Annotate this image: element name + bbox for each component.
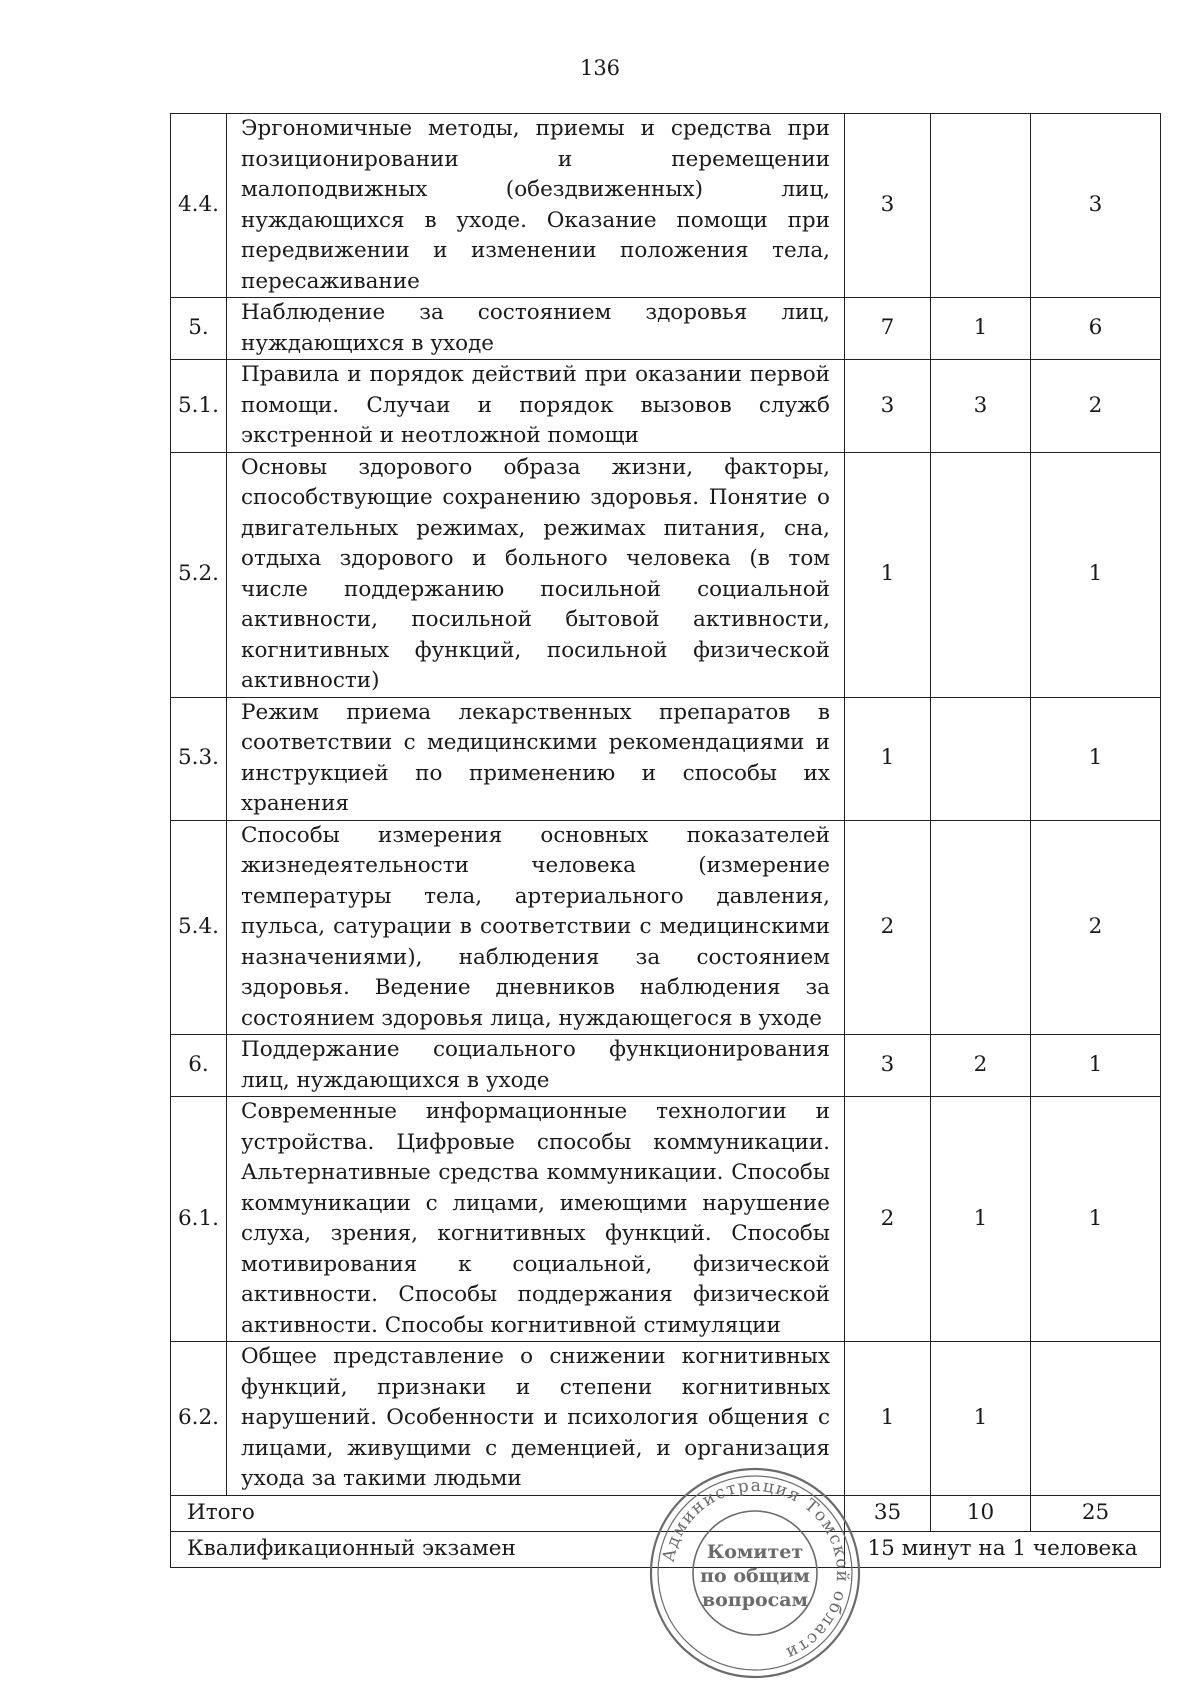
hours-theory: 1 <box>931 1342 1031 1496</box>
hours-practice: 2 <box>1031 360 1161 453</box>
section-number: 4.4. <box>171 114 227 298</box>
table-row <box>171 820 1161 1035</box>
section-title: Режим приема лекарственных препаратов в соответствии с медицинскими рекомендациями и инструкцией по применению и способы их хранения <box>227 697 845 820</box>
totals-label: Итого <box>171 1495 845 1531</box>
section-number: 6.2. <box>171 1342 227 1496</box>
hours-total: 3 <box>845 1035 931 1097</box>
hours-practice: 6 <box>1031 298 1161 360</box>
section-number: 6.1. <box>171 1097 227 1342</box>
section-title: Правила и порядок действий при оказании первой помощи. Случаи и порядок вызовов служб экстренной и неотложной помощи <box>227 360 845 453</box>
hours-total: 3 <box>845 114 931 298</box>
section-number: 5.4. <box>171 820 227 1035</box>
section-title: Поддержание социального функционирования лиц, нуждающихся в уходе <box>227 1035 845 1097</box>
table-row <box>171 697 1161 820</box>
official-stamp <box>648 1466 862 1680</box>
stamp-center-line-1: Комитет <box>706 1541 804 1563</box>
table-row <box>171 298 1161 360</box>
hours-practice <box>1031 1342 1161 1496</box>
section-title: Современные информационные технологии и устройства. Цифровые способы коммуникации. Альтернативные средства коммуникации. Способы коммуникации с лицами, имеющими нарушение слуха, зрения, когнитивных функций. Способы мотивирования к социальной, физической активности. Способы поддержания физической активности. Способы когнитивной стимуляции <box>227 1097 845 1342</box>
hours-total: 7 <box>845 298 931 360</box>
hours-practice: 1 <box>1031 697 1161 820</box>
exam-value: 15 минут на 1 человека <box>845 1531 1161 1567</box>
hours-theory: 2 <box>931 1035 1031 1097</box>
section-title: Наблюдение за состоянием здоровья лиц, нуждающихся в уходе <box>227 298 845 360</box>
section-number: 6. <box>171 1035 227 1097</box>
section-number: 5.2. <box>171 452 227 697</box>
hours-practice: 1 <box>1031 1097 1161 1342</box>
hours-theory <box>931 114 1031 298</box>
exam-label: Квалификационный экзамен <box>171 1531 845 1567</box>
totals-theory: 10 <box>931 1495 1031 1531</box>
hours-practice: 1 <box>1031 452 1161 697</box>
table-row <box>171 360 1161 453</box>
hours-total: 1 <box>845 1342 931 1496</box>
table-row <box>171 1097 1161 1342</box>
hours-total: 1 <box>845 452 931 697</box>
hours-total: 2 <box>845 820 931 1035</box>
table-row <box>171 1035 1161 1097</box>
curriculum-table <box>170 113 1161 1568</box>
curriculum-table-body <box>171 114 1161 1568</box>
hours-total: 1 <box>845 697 931 820</box>
hours-total: 3 <box>845 360 931 453</box>
stamp-center-line-2: по общим <box>700 1565 810 1587</box>
section-title: Общее представление о снижении когнитивных функций, признаки и степени когнитивных нарушений. Особенности и психология общения с лицами, живущими с деменцией, и организация ухода за такими людьми <box>227 1342 845 1496</box>
hours-total: 2 <box>845 1097 931 1342</box>
section-number: 5.3. <box>171 697 227 820</box>
hours-theory: 1 <box>931 1097 1031 1342</box>
totals-practice: 25 <box>1031 1495 1161 1531</box>
stamp-ring-text: Администрация Томской области <box>658 1475 853 1664</box>
hours-theory: 3 <box>931 360 1031 453</box>
hours-theory <box>931 452 1031 697</box>
table-row <box>171 114 1161 298</box>
section-number: 5. <box>171 298 227 360</box>
section-title: Эргономичные методы, приемы и средства при позиционировании и перемещении малоподвижных (обездвиженных) лиц, нуждающихся в уходе. Оказание помощи при передвижении и изменении положения тела, пересаживание <box>227 114 845 298</box>
section-number: 5.1. <box>171 360 227 453</box>
hours-theory: 1 <box>931 298 1031 360</box>
page-number: 136 <box>579 56 621 80</box>
table-row <box>171 452 1161 697</box>
section-title: Способы измерения основных показателей жизнедеятельности человека (измерение температуры тела, артериального давления, пульса, сатурации в соответствии с медицинскими назначениями), наблюдения за состоянием здоровья. Ведение дневников наблюдения за состоянием здоровья лица, нуждающегося в уходе <box>227 820 845 1035</box>
section-title: Основы здорового образа жизни, факторы, способствующие сохранению здоровья. Понятие о двигательных режимах, режимах питания, сна, отдыха здорового и больного человека (в том числе поддержанию посильной социальной активности, посильной бытовой активности, когнитивных функций, посильной физической активности) <box>227 452 845 697</box>
hours-theory <box>931 697 1031 820</box>
totals-total: 35 <box>845 1495 931 1531</box>
hours-practice: 1 <box>1031 1035 1161 1097</box>
hours-practice: 2 <box>1031 820 1161 1035</box>
hours-theory <box>931 820 1031 1035</box>
stamp-center-line-3: вопросам <box>701 1589 809 1611</box>
hours-practice: 3 <box>1031 114 1161 298</box>
